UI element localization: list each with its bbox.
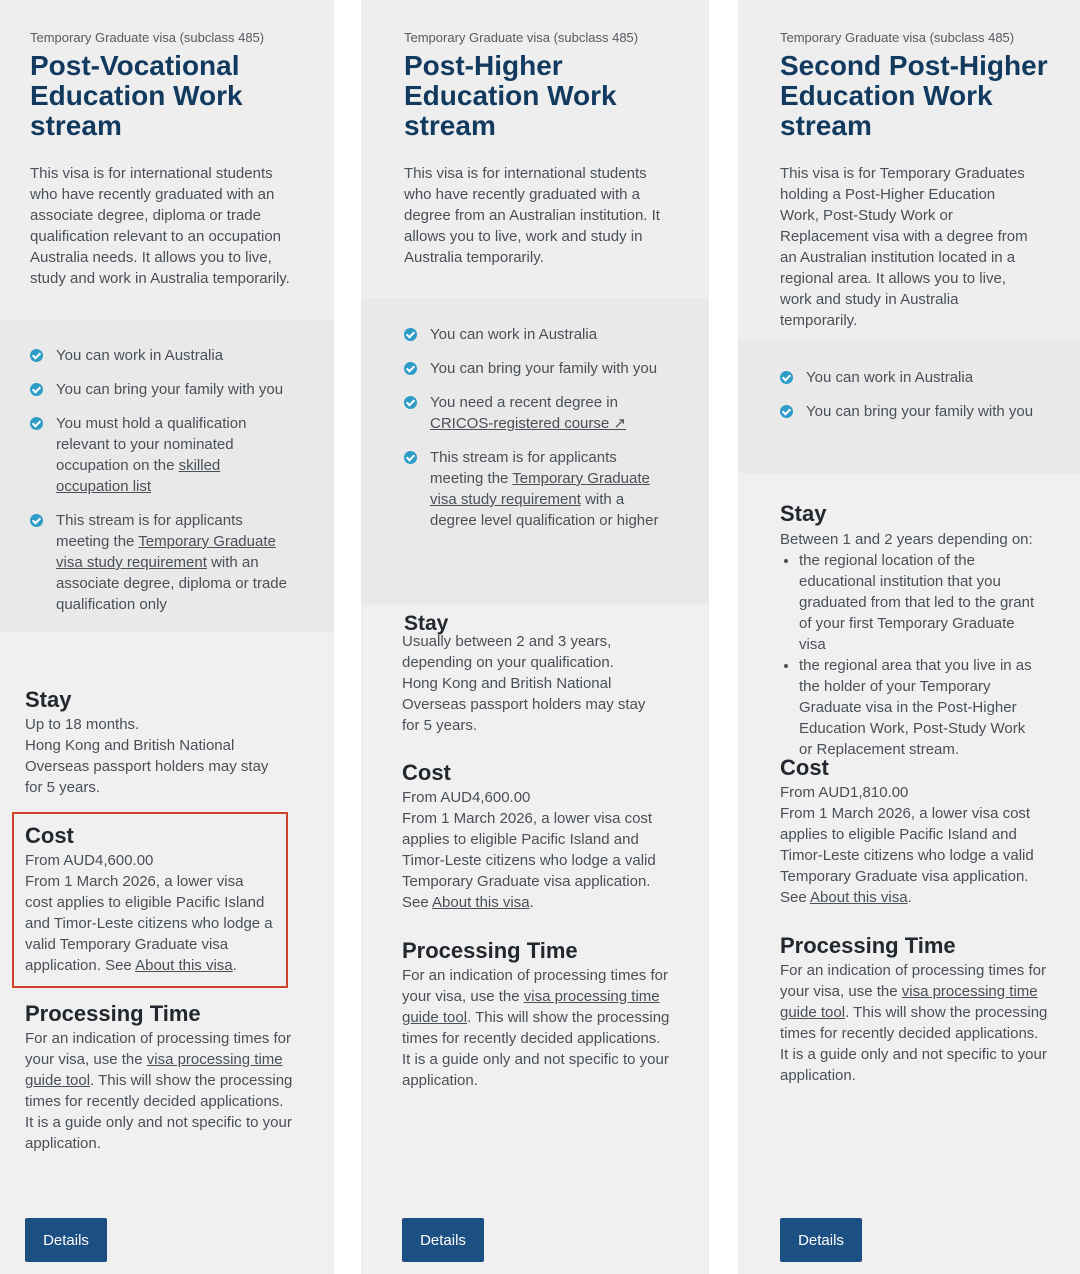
processing-time-heading: Processing Time	[402, 938, 578, 963]
stay-text: Usually between 2 and 3 years, depending on your qualification. Hong Kong and British National Overseas passport holders may stay for 5 years.	[402, 633, 646, 734]
stay-heading: Stay	[780, 501, 827, 526]
feature-list	[780, 367, 1050, 435]
external-link-icon: ↗	[613, 415, 626, 432]
processing-time-tool-link[interactable]: visa processing time guide tool	[25, 1051, 283, 1089]
card-intro	[361, 0, 709, 298]
card-body	[361, 604, 709, 1274]
processing-time-text: For an indication of processing times for your visa, use the visa processing time guide tool. This will show the processing times for recently decided applications. It is a guide only and not specific to your application.	[25, 1030, 293, 1152]
feature-item: You can bring your family with you	[404, 358, 674, 379]
feature-item: You can work in Australia	[30, 345, 292, 366]
processing-time-text: For an indication of processing times for your visa, use the visa processing time guide tool. This will show the processing times for recently decided applications. It is a guide only and not specific to your application.	[780, 962, 1048, 1084]
feature-panel	[0, 320, 334, 632]
check-circle-icon	[404, 362, 417, 375]
feature-item: You can work in Australia	[404, 324, 674, 345]
check-circle-icon	[30, 383, 43, 396]
feature-item: This stream is for applicants meeting the Temporary Graduate visa study requirement with an associate degree, diploma or trade qualification only	[30, 510, 292, 615]
title-line: Post-Higher	[404, 50, 563, 81]
check-circle-icon	[780, 405, 793, 418]
cost-text: From AUD1,810.00 From 1 March 2026, a lower visa cost applies to eligible Pacific Island and Timor-Leste citizens who lodge a valid Temporary Graduate visa application. See About this visa.	[780, 784, 1034, 906]
about-this-visa-link[interactable]: About this visa	[135, 957, 233, 974]
title-line: stream	[780, 110, 872, 141]
cricos-course-link[interactable]: CRICOS-registered course ↗	[430, 415, 626, 432]
stream-description: This visa is for Temporary Graduates holding a Post-Higher Education Work, Post-Study Work or Replacement visa with a degree from an Australian institution located in a regional area. It allows you to live, work and study in Australia temporarily.	[780, 165, 1028, 329]
stay-text: Up to 18 months. Hong Kong and British National Overseas passport holders may stay for 5 years.	[25, 716, 269, 796]
skilled-occupation-list-link[interactable]: skilled occupation list	[56, 457, 221, 495]
feature-item: You must hold a qualification relevant to your nominated occupation on the skilled occupation list	[30, 413, 292, 497]
check-circle-icon	[780, 371, 793, 384]
cost-text: From AUD4,600.00 From 1 March 2026, a lower visa cost applies to eligible Pacific Island and Timor-Leste citizens who lodge a valid Temporary Graduate visa application. See About this visa.	[25, 852, 273, 974]
study-requirement-link[interactable]: Temporary Graduate visa study requirement	[56, 533, 276, 571]
stream-description: This visa is for international students who have recently graduated with an associate degree, diploma or trade qualification relevant to an occupation Australia needs. It allows you to live, study and work in Australia temporarily.	[30, 165, 290, 287]
stream-description: This visa is for international students who have recently graduated with a degree from an Australian institution. It allows you to live, work and study in Australia temporarily.	[404, 165, 660, 266]
feature-panel	[738, 341, 1080, 473]
processing-time-tool-link[interactable]: visa processing time guide tool	[780, 983, 1038, 1021]
visa-subclass-label: Temporary Graduate visa (subclass 485)	[780, 30, 1015, 45]
stream-title	[404, 51, 694, 141]
feature-list	[30, 345, 292, 628]
check-circle-icon	[30, 349, 43, 362]
feature-list	[404, 324, 674, 544]
check-circle-icon	[30, 514, 43, 527]
study-requirement-link[interactable]: Temporary Graduate visa study requirement	[430, 470, 650, 508]
cost-heading: Cost	[780, 755, 829, 780]
visa-subclass-label: Temporary Graduate visa (subclass 485)	[404, 30, 639, 45]
check-circle-icon	[404, 328, 417, 341]
cost-text: From AUD4,600.00 From 1 March 2026, a lower visa cost applies to eligible Pacific Island and Timor-Leste citizens who lodge a valid Temporary Graduate visa application. See About this visa.	[402, 789, 656, 911]
stay-intro: Between 1 and 2 years depending on:	[780, 531, 1033, 548]
stay-condition: • the regional area that you live in as the holder of your Temporary Graduate visa in the Post-Higher Education Work, Post-Study Work or Replacement stream.	[799, 655, 1042, 760]
about-this-visa-link[interactable]: About this visa	[810, 889, 908, 906]
cost-heading: Cost	[25, 823, 74, 848]
title-line: Second Post-Higher	[780, 50, 1048, 81]
stay-condition: • the regional location of the educational institution that you graduated from that led to the grant of your first Temporary Graduate visa	[799, 550, 1042, 655]
title-line: Education Work	[404, 80, 617, 111]
details-button[interactable]: Details	[25, 1218, 107, 1262]
title-line: Education Work	[30, 80, 243, 111]
stay-heading: Stay	[404, 612, 449, 635]
stay-condition-list	[780, 550, 1042, 760]
feature-item: You need a recent degree in CRICOS-registered course ↗	[404, 392, 674, 434]
title-line: Post-Vocational	[30, 50, 240, 81]
processing-time-heading: Processing Time	[25, 1001, 201, 1026]
title-line: stream	[30, 110, 122, 141]
feature-item: This stream is for applicants meeting the Temporary Graduate visa study requirement with a degree level qualification or higher	[404, 447, 674, 531]
details-button[interactable]: Details	[402, 1218, 484, 1262]
about-this-visa-link[interactable]: About this visa	[432, 894, 530, 911]
title-line: Education Work	[780, 80, 993, 111]
title-line: stream	[404, 110, 496, 141]
feature-item: You can bring your family with you	[30, 379, 292, 400]
stream-title	[780, 51, 1075, 141]
feature-item: You can bring your family with you	[780, 401, 1050, 422]
card-post-vocational	[0, 0, 334, 1274]
card-post-higher	[361, 0, 709, 1274]
feature-panel	[361, 298, 709, 604]
processing-time-text: For an indication of processing times for your visa, use the visa processing time guide tool. This will show the processing times for recently decided applications. It is a guide only and not specific to your application.	[402, 967, 670, 1089]
feature-item: You can work in Australia	[780, 367, 1050, 388]
cost-heading: Cost	[402, 760, 451, 785]
card-second-post-higher	[738, 0, 1080, 1274]
stream-title	[30, 51, 320, 141]
check-circle-icon	[404, 451, 417, 464]
visa-subclass-label: Temporary Graduate visa (subclass 485)	[30, 30, 265, 45]
details-button[interactable]: Details	[780, 1218, 862, 1262]
card-body	[738, 473, 1080, 1274]
card-body	[0, 632, 334, 1274]
stay-heading: Stay	[25, 687, 72, 712]
check-circle-icon	[404, 396, 417, 409]
card-intro	[0, 0, 334, 320]
processing-time-tool-link[interactable]: visa processing time guide tool	[402, 988, 660, 1026]
processing-time-heading: Processing Time	[780, 933, 956, 958]
card-intro	[738, 0, 1080, 341]
check-circle-icon	[30, 417, 43, 430]
